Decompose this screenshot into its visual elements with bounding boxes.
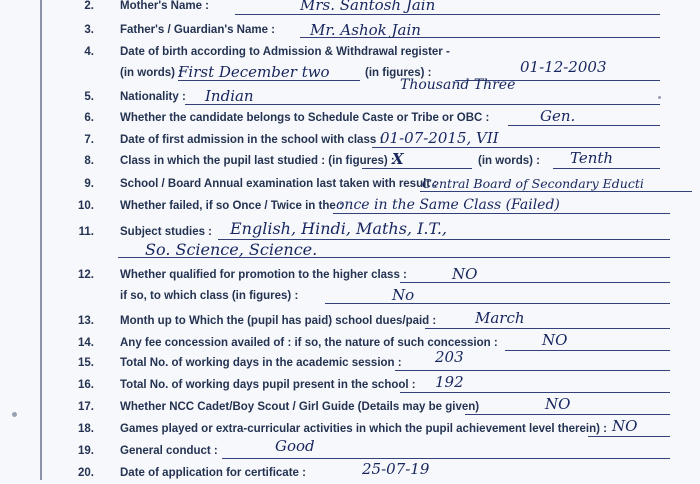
answer-line xyxy=(588,436,670,437)
answer-line xyxy=(553,168,660,169)
form-row-last-class xyxy=(0,149,700,175)
field-label: Date of first admission in the school with class : xyxy=(120,134,384,146)
field-label: Father's / Guardian's Name : xyxy=(120,24,276,36)
answer-line xyxy=(505,350,670,351)
answer-line xyxy=(222,458,670,459)
item-number: 8. xyxy=(84,155,94,167)
field-label: Month up to Which the (pupil has paid) school dues/paid : xyxy=(120,315,437,327)
answer-line xyxy=(425,328,670,329)
handwritten-answer: English, Hindi, Maths, I.T., xyxy=(230,219,447,238)
form-row-dob-words xyxy=(0,58,700,93)
field-label: Mother's Name : xyxy=(120,0,210,12)
field-label: General conduct : xyxy=(120,445,218,457)
form-row-category xyxy=(0,107,700,132)
field-label: School / Board Annual examination last taken with result : xyxy=(120,178,438,190)
form-row-ncc xyxy=(0,395,700,420)
form-row-games xyxy=(0,417,700,442)
handwritten-answer: Central Board of Secondary Educti xyxy=(422,176,644,191)
item-number: 17. xyxy=(78,401,94,413)
answer-line xyxy=(235,14,660,15)
form-row-working-days xyxy=(0,348,700,376)
field-label: Games played or extra-curricular activities in which the pupil achievement level therein) : xyxy=(120,423,607,435)
form-row-conduct xyxy=(0,437,700,464)
handwritten-answer: 01-07-2015, VII xyxy=(380,129,499,147)
field-label: Subject studies : xyxy=(120,226,213,238)
field-label: Date of application for certificate : xyxy=(120,467,306,479)
item-number: 14. xyxy=(78,337,94,349)
item-number: 2. xyxy=(84,0,94,12)
item-number: 7. xyxy=(84,134,94,146)
item-number: 13. xyxy=(78,315,94,327)
form-row-fathers-name xyxy=(0,22,700,44)
handwritten-answer: NO xyxy=(545,395,571,413)
form-row-nationality xyxy=(0,89,700,111)
handwritten-answer: Thousand Three xyxy=(400,77,516,93)
handwritten-answer: Good xyxy=(275,437,315,455)
field-label: Total No. of working days pupil present in the school : xyxy=(120,379,416,391)
item-number: 11. xyxy=(78,226,94,238)
answer-line xyxy=(325,303,670,304)
field-label: Whether NCC Cadet/Boy Scout / Girl Guide (Details may be given) xyxy=(120,401,480,413)
handwritten-answer: X xyxy=(392,150,404,168)
answer-line xyxy=(420,191,692,192)
item-number: 19. xyxy=(78,445,94,457)
answer-line xyxy=(395,370,670,371)
form-row-which-class xyxy=(0,288,700,310)
form-row-subjects-cont xyxy=(0,240,700,262)
answer-line xyxy=(178,80,360,81)
handwritten-answer: Gen. xyxy=(540,107,576,125)
field-label: Whether the candidate belongs to Schedule Caste or Tribe or OBC : xyxy=(120,112,490,124)
field-label: Class in which the pupil last studied : (in figures) : xyxy=(120,155,395,167)
field-label: (in words) : xyxy=(120,67,182,79)
answer-line xyxy=(372,147,660,148)
handwritten-answer: First December two xyxy=(178,63,330,81)
handwritten-answer: once in the Same Class (Failed) xyxy=(336,197,560,213)
field-label: Whether failed, if so Once / Twice in the : xyxy=(120,200,343,212)
item-number: 3. xyxy=(84,24,94,36)
handwritten-answer: 192 xyxy=(435,373,464,391)
handwritten-answer: NO xyxy=(452,265,478,283)
handwritten-answer: Mrs. Santosh Jain xyxy=(300,0,436,14)
handwritten-answer: March xyxy=(475,309,525,327)
field-label: (in words) : xyxy=(478,155,540,167)
field-label: Whether qualified for promotion to the higher class : xyxy=(120,269,407,281)
handwritten-answer: Mr. Ashok Jain xyxy=(310,21,421,39)
form-row-failed xyxy=(0,198,700,220)
answer-line xyxy=(508,125,660,126)
item-number: 12. xyxy=(78,269,94,281)
item-number: 16. xyxy=(78,379,94,391)
answer-line xyxy=(362,168,472,169)
answer-line xyxy=(400,392,670,393)
form-row-days-present xyxy=(0,373,700,398)
item-number: 15. xyxy=(78,357,94,369)
field-label: Any fee concession availed of : if so, the nature of such concession : xyxy=(120,337,498,349)
field-label: Nationality : xyxy=(120,91,186,103)
field-label: if so, to which class (in figures) : xyxy=(120,290,299,302)
item-number: 18. xyxy=(78,423,94,435)
field-label: Total No. of working days in the academic session : xyxy=(120,357,402,369)
answer-line xyxy=(400,282,670,283)
item-number: 6. xyxy=(84,112,94,124)
handwritten-answer: Indian xyxy=(205,87,254,105)
handwritten-answer: NO xyxy=(612,417,638,435)
form-row-dues xyxy=(0,309,700,334)
form-row-application-date xyxy=(0,462,700,484)
form-row-last-exam xyxy=(0,176,700,198)
item-number: 9. xyxy=(84,178,94,190)
field-label: Date of birth according to Admission & Withdrawal register - xyxy=(120,46,450,58)
form-row-fee-concession xyxy=(0,331,700,356)
form-row-mothers-name xyxy=(0,0,700,22)
item-number: 20. xyxy=(78,467,94,479)
handwritten-answer: No xyxy=(392,286,415,304)
handwritten-answer: 01-12-2003 xyxy=(520,58,607,76)
handwritten-answer: 25-07-19 xyxy=(362,460,430,478)
field-label: (in figures) : xyxy=(365,67,432,79)
handwritten-answer: NO xyxy=(542,331,568,349)
handwritten-answer: So. Science, Science. xyxy=(145,240,318,259)
answer-line xyxy=(185,104,660,105)
item-number: 5. xyxy=(84,91,94,103)
answer-line xyxy=(333,213,670,214)
handwritten-answer: 203 xyxy=(435,348,464,366)
item-number: 10. xyxy=(78,200,94,212)
answer-line xyxy=(465,414,670,415)
form-row-qualified xyxy=(0,266,700,288)
handwritten-answer: Tenth xyxy=(570,149,614,167)
item-number: 4. xyxy=(84,46,94,58)
